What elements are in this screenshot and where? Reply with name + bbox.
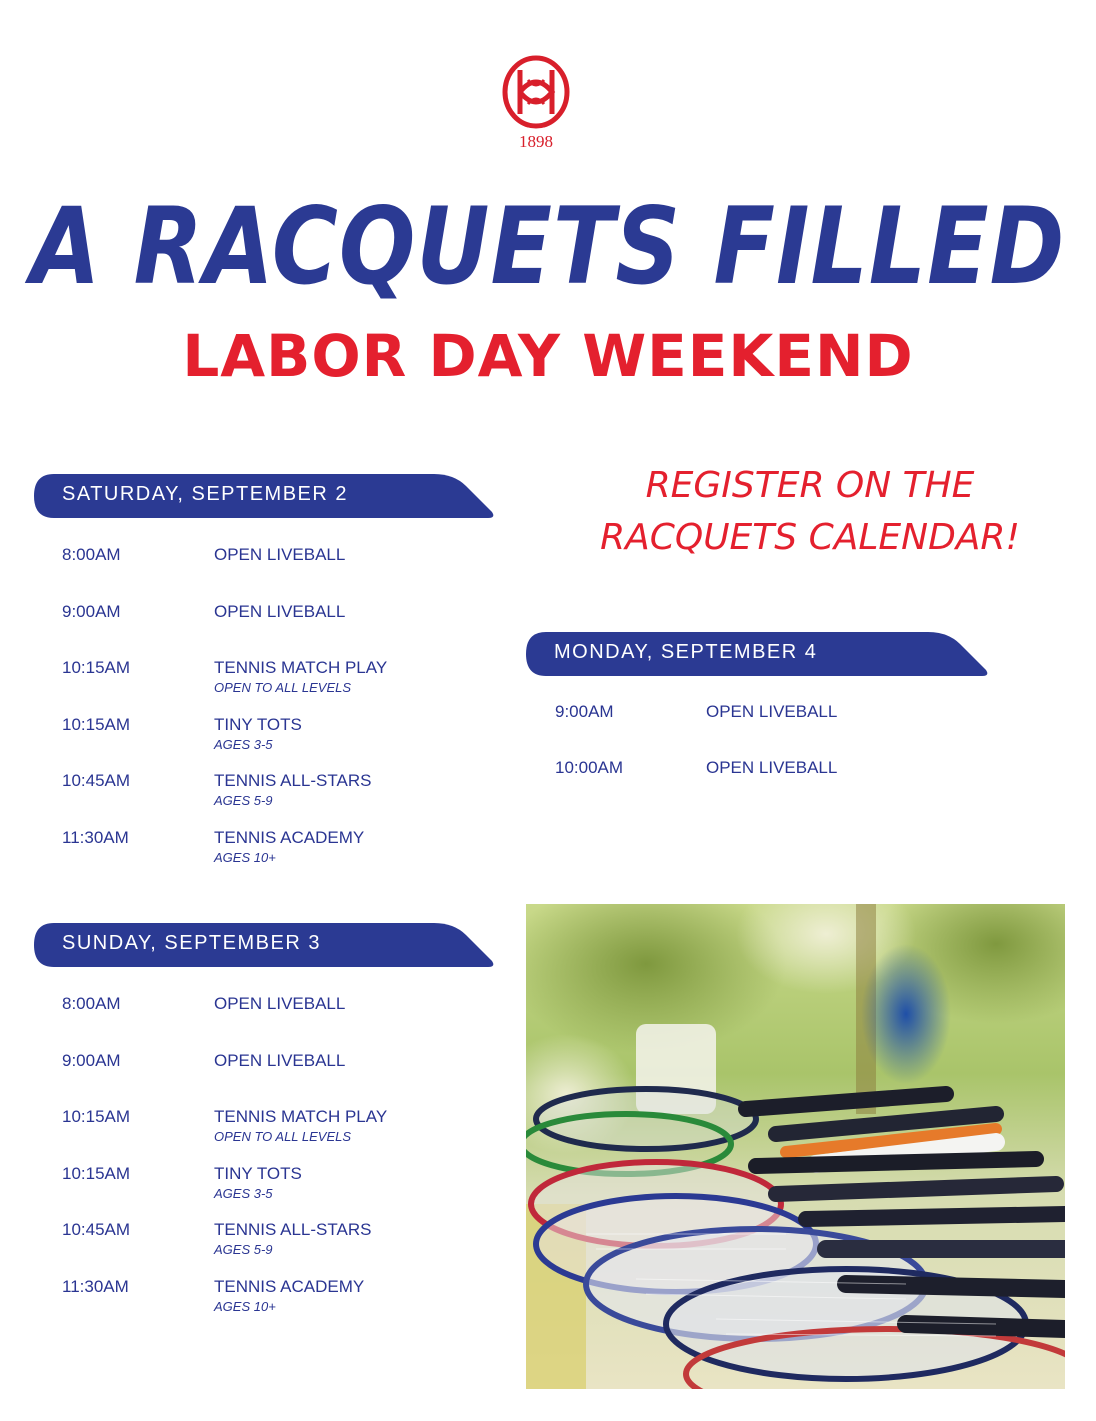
schedule-row (62, 1051, 482, 1099)
row-note: AGES 10+ (214, 850, 276, 865)
row-event: OPEN LIVEBALL (214, 545, 346, 564)
row-event: TENNIS MATCH PLAY (214, 1107, 388, 1126)
row-event: OPEN LIVEBALL (214, 1051, 346, 1070)
register-line-2: RACQUETS CALENDAR! (600, 517, 1020, 558)
row-event: OPEN LIVEBALL (214, 602, 346, 621)
row-time: 10:15AM (62, 658, 131, 677)
page-title: A RACQUETS FILLED (30, 185, 1066, 309)
row-event: TENNIS ACADEMY (214, 828, 365, 847)
saturday-heading: SATURDAY, SEPTEMBER 2 (62, 483, 349, 505)
row-time: 10:15AM (62, 1107, 131, 1126)
schedule-row (62, 545, 482, 593)
row-event: OPEN LIVEBALL (214, 994, 346, 1013)
row-time: 9:00AM (555, 702, 614, 721)
row-note: OPEN TO ALL LEVELS (214, 680, 352, 695)
club-monogram-icon (498, 52, 574, 132)
monday-heading-banner (526, 632, 988, 676)
row-note: AGES 10+ (214, 1299, 276, 1314)
schedule-row (62, 1164, 482, 1212)
row-time: 11:30AM (62, 1277, 129, 1296)
schedule-row (62, 771, 482, 819)
row-time: 10:45AM (62, 771, 131, 790)
logo-year: 1898 (519, 132, 553, 151)
row-time: 8:00AM (62, 545, 121, 564)
row-event: OPEN LIVEBALL (706, 702, 838, 721)
saturday-heading-banner (34, 474, 494, 518)
schedule-row (62, 994, 482, 1042)
schedule-row (62, 658, 482, 706)
row-note: AGES 5-9 (214, 793, 273, 808)
racquets-photo (526, 904, 1065, 1389)
row-note: OPEN TO ALL LEVELS (214, 1129, 352, 1144)
row-time: 8:00AM (62, 994, 121, 1013)
schedule-row (555, 702, 975, 750)
row-time: 9:00AM (62, 602, 121, 621)
row-time: 10:00AM (555, 758, 624, 777)
page-subtitle: LABOR DAY WEEKEND (182, 322, 914, 390)
row-time: 10:15AM (62, 1164, 131, 1183)
register-callout (540, 460, 1080, 564)
schedule-row (62, 1220, 482, 1268)
monday-heading: MONDAY, SEPTEMBER 4 (554, 641, 818, 663)
row-event: TENNIS ACADEMY (214, 1277, 365, 1296)
schedule-row (62, 715, 482, 763)
row-event: TINY TOTS (214, 1164, 302, 1183)
row-event: TENNIS MATCH PLAY (214, 658, 388, 677)
row-note: AGES 3-5 (214, 1186, 273, 1201)
row-time: 10:15AM (62, 715, 131, 734)
club-logo (498, 52, 574, 152)
schedule-row (62, 828, 482, 876)
row-time: 11:30AM (62, 828, 129, 847)
row-event: TENNIS ALL-STARS (214, 771, 372, 790)
schedule-row (62, 1277, 482, 1325)
row-note: AGES 5-9 (214, 1242, 273, 1257)
row-event: OPEN LIVEBALL (706, 758, 838, 777)
sunday-heading: SUNDAY, SEPTEMBER 3 (62, 932, 321, 954)
row-event: TENNIS ALL-STARS (214, 1220, 372, 1239)
racquets-illustration (526, 904, 1065, 1389)
row-event: TINY TOTS (214, 715, 302, 734)
row-time: 10:45AM (62, 1220, 131, 1239)
row-note: AGES 3-5 (214, 737, 273, 752)
row-time: 9:00AM (62, 1051, 121, 1070)
schedule-row (555, 758, 975, 806)
sunday-heading-banner (34, 923, 494, 967)
register-line-1: REGISTER ON THE (645, 465, 975, 506)
schedule-row (62, 1107, 482, 1155)
schedule-row (62, 602, 482, 650)
